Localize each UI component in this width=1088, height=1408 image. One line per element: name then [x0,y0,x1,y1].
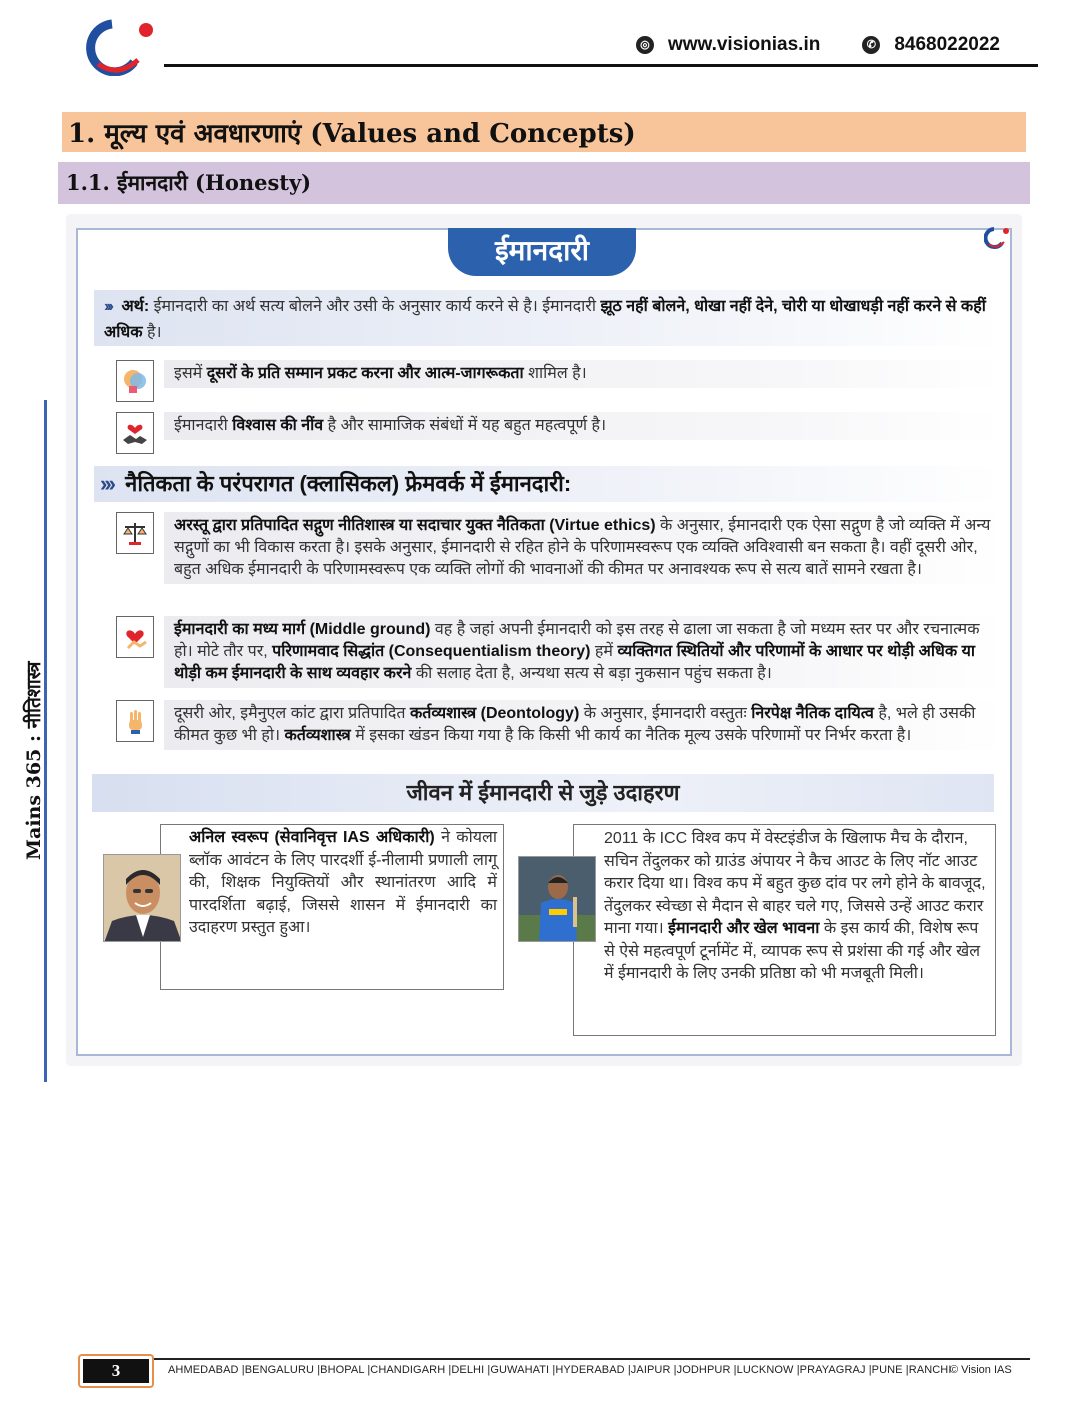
middle-ground-text2: हमें [594,643,613,660]
meaning-label: अर्थ: [121,298,150,315]
point-respect-bold: दूसरों के प्रति सम्मान प्रकट करना और आत्म-जागरूकता [206,365,524,382]
middle-ground-bold3: व्यक्तिगत स्थितियों और परिणामों के आधार पर थोड़ी अधिक या थोड़ी कम ईमानदारी के साथ व्यवहार करने [174,643,976,682]
example2-bold: ईमानदारी और खेल भावना [668,920,820,937]
sachin-tendulkar-photo [518,856,596,942]
middle-ground-bold2: परिणामवाद सिद्धांत (Consequentialism theory) [272,643,591,660]
framework-heading-text: नैतिकता के परंपरागत (क्लासिकल) फ्रेमवर्क में ईमानदारी: [125,471,572,496]
examples-heading: जीवन में ईमानदारी से जुड़े उदाहरण [92,774,994,812]
example2-text2: के इस कार्य की, विशेष रूप से ऐसे महत्वपूर्ण टूर्नामेंट में, व्यापक रूप से प्रशंसा की गई और खेल में ईमानदारी के लिए उनकी प्रतिष्ठा को भी मजबूती मिली। [604,920,981,982]
meaning-block [94,290,1002,346]
middle-ground-bold1: ईमानदारी का मध्य मार्ग (Middle ground) [174,621,431,638]
phone-icon: ✆ [862,36,880,54]
framework-heading [94,466,1002,502]
middle-ground [116,616,1006,688]
subsection-title: 1.1. ईमानदारी (Honesty) [58,162,1030,204]
website-link[interactable]: www.visionias.in [667,34,821,55]
triple-chevron-icon: ››› [100,471,113,496]
infographic-title: ईमानदारी [448,228,636,276]
deontology-text1: दूसरी ओर, इमैनुएल कांट द्वारा प्रतिपादित [174,705,406,722]
point-trust-post: है और सामाजिक संबंधों में यह बहुत महत्वपूर्ण है। [327,417,607,434]
section-title: 1. मूल्य एवं अवधारणाएं (Values and Concepts) [62,112,1026,152]
footer-cities: AHMEDABAD |BENGALURU |BHOPAL |CHANDIGARH |DELHI |GUWAHATI |HYDERABAD |JAIPUR |JODHPUR |LUCKNOW |PRAYAGRAJ |PUNE |RANCHI [168,1364,952,1376]
example1-bold: अनिल स्वरूप (सेवानिवृत्त IAS अधिकारी) [189,829,435,846]
triple-chevron-icon: ››› [104,298,111,315]
point-trust [116,412,1002,454]
justice-scale-icon [116,512,154,554]
middle-ground-text1: वह है जहां अपनी ईमानदारी को इस तरह से ढाला जा सकता है जो मध्यम स्तर पर और रचनात्मक हो। मोटे तौर पर, [174,621,980,660]
virtue-ethics [116,512,1006,584]
virtue-ethics-bold: अरस्तू द्वारा प्रतिपादित सद्गुण नीतिशास्त्र या सदाचार युक्त नैतिकता (Virtue ethics) [174,517,656,534]
point-respect-pre: इसमें [174,365,203,382]
example-anil-swarup [160,824,504,990]
deontology [116,700,1006,750]
footer-divider [86,1358,1030,1360]
deontology-bold2: निरपेक्ष नैतिक दायित्व [751,705,874,722]
deontology-text [164,700,1006,750]
point-respect-post: शामिल है। [528,365,587,382]
vision-ias-logo [82,18,158,76]
deontology-text2: के अनुसार, ईमानदारी वस्तुतः [583,705,747,722]
point-respect [116,360,1002,402]
deontology-bold3: कर्तव्यशास्त्र [284,727,351,744]
point-respect-text [164,360,1002,388]
side-label: Mains 365 : नीतिशास्त्र [23,661,45,860]
middle-ground-text [164,616,1006,688]
page-number: 3 [83,1359,149,1383]
example1-text: ने कोयला ब्लॉक आवंटन के लिए पारदर्शी ई-नीलामी प्रणाली लागू की, शिक्षक नियुक्तियों और स्थानांतरण आदि में पारदर्शिता बढ़ाई, जिससे शासन में ईमानदारी का उदाहरण प्रस्तुत हुआ। [189,829,498,936]
point-trust-text [164,412,1002,440]
phone-number[interactable]: 8468022022 [894,34,1000,55]
footer-copyright: © Vision IAS [950,1364,1012,1376]
heart-hand-icon [116,616,154,658]
header-divider [164,64,1038,67]
handshake-heart-icon [116,412,154,454]
meaning-bold: झूठ नहीं बोलने, धोखा नहीं देने, चोरी या धोखाधड़ी नहीं करने से कहीं अधिक [104,298,986,341]
example-sachin-tendulkar [573,824,996,1036]
virtue-ethics-body: के अनुसार, ईमानदारी एक ऐसा सद्गुण है जो व्यक्ति में अन्य सद्गुणों का भी विकास करता है। इसके अनुसार, ईमानदारी से रहित होने के परिणामस्वरूप एक व्यक्ति अविश्वासी बन सकता है। वहीं दूसरी ओर, बहुत अधिक ईमानदारी के परिणामस्वरूप एक व्यक्ति लोगों की भावनाओं की कीमत पर अनावश्यक रूप से सत्य बातें सामने रखता है। [174,517,991,578]
small-logo-icon [984,226,1010,250]
meaning-end: है। [146,324,162,341]
anil-swarup-photo [103,854,181,942]
head-awareness-icon [116,360,154,402]
point-trust-pre: ईमानदारी [174,417,228,434]
deontology-text3: है, भले ही उसकी कीमत कुछ भी हो। [174,705,976,744]
header-contact [636,34,1000,56]
page-number-badge [78,1354,154,1388]
meaning-text: ईमानदारी का अर्थ सत्य बोलने और उसी के अनुसार कार्य करने से है। ईमानदारी [153,298,596,315]
raised-hand-icon [116,700,154,742]
deontology-bold1: कर्तव्यशास्त्र (Deontology) [409,705,580,722]
example2-text1: 2011 के ICC विश्व कप में वेस्टइंडीज के खिलाफ मैच के दौरान, सचिन तेंदुलकर को ग्राउंड अंपायर ने कैच आउट के लिए नॉट आउट करार दिया था। विश्व कप में बहुत कुछ दांव पर लगे होने के बावजूद, तेंदुलकर स्वेच्छा से मैदान से बाहर चले गए, जिससे उन्हें आउट करार माना गया। [604,830,986,937]
middle-ground-text3: की सलाह देता है, अन्यथा सत्य से बड़ा नुकसान पहुंच सकता है। [415,665,772,682]
deontology-text4: में इसका खंडन किया गया है कि किसी भी कार्य का नैतिक मूल्य उसके परिणामों पर निर्भर करता है। [355,727,912,744]
globe-icon: ◎ [636,36,654,54]
point-trust-bold: विश्वास की नींव [232,417,324,434]
virtue-ethics-text [164,512,1006,584]
